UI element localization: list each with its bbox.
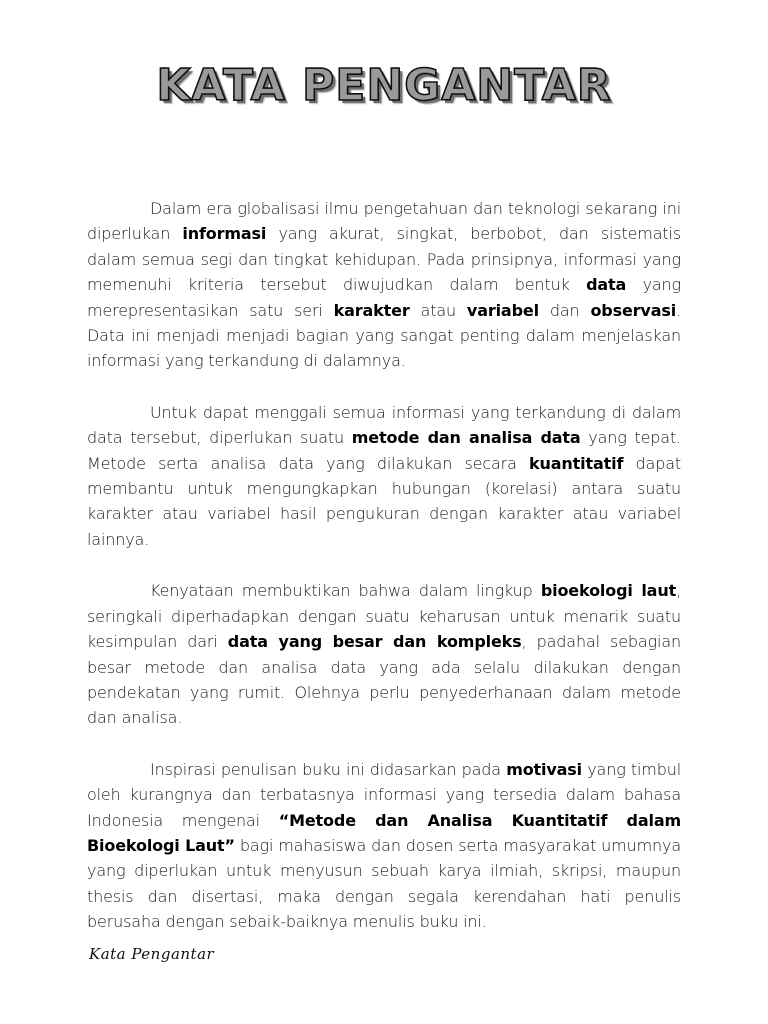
text-run: dapat membantu untuk mengungkapkan hubungan (korelasi) antara suatu karakter atau variabel hasil pengukuran dengan karakter atau variabel lainnya.	[87, 453, 681, 549]
bold-term: informasi	[182, 224, 267, 244]
bold-term: data yang besar dan kompleks	[227, 632, 522, 652]
bold-term: metode dan analisa data	[351, 428, 581, 448]
text-run: Kenyataan membuktikan bahwa dalam lingkup	[150, 581, 541, 601]
bold-term: “Metode dan Analisa Kuantitatif dalam Bioekologi Laut”	[87, 810, 681, 855]
text-run: yang tepat. Metode serta analisa data yang dilakukan secara	[87, 428, 681, 473]
body-text	[87, 196, 681, 961]
paragraph	[87, 196, 681, 374]
bold-term: motivasi	[506, 759, 583, 779]
footer-label: Kata Pengantar	[89, 945, 215, 963]
bold-term: variabel	[466, 300, 539, 320]
text-run: yang timbul oleh kurangnya dan terbatasnya informasi yang tersedia dalam bahasa Indonesia mengenai	[87, 759, 682, 830]
text-run: atau	[409, 300, 467, 320]
bold-term: observasi	[590, 300, 677, 320]
text-run: yang akurat, singkat, berbobot, dan sistematis dalam semua segi dan tingkat kehidupan. Pada prinsipnya, informasi yang memenuhi kriteria tersebut diwujudkan dalam bentuk	[87, 224, 681, 295]
text-run: . Data ini menjadi menjadi bagian yang sangat penting dalam menjelaskan informasi yang terkandung di dalamnya.	[87, 300, 681, 371]
bold-term: karakter	[333, 300, 410, 320]
text-run: , padahal sebagian besar metode dan analisa data yang ada selalu dilakukan dengan pendekatan yang rumit. Olehnya perlu penyederhanaan dalam metode dan analisa.	[87, 632, 681, 728]
page-title: KATA PENGANTAR	[156, 60, 612, 111]
text-run: Untuk dapat menggali semua informasi yang terkandung di dalam data tersebut, diperlukan suatu	[87, 402, 681, 448]
text-run: yang merepresentasikan satu seri	[87, 275, 682, 320]
text-run: Inspirasi penulisan buku ini didasarkan pada	[150, 759, 507, 779]
bold-term: kuantitatif	[529, 453, 624, 473]
text-run: bagi mahasiswa dan dosen serta masyarakat umumnya yang diperlukan untuk menyusun sebuah karya ilmiah, skripsi, maupun thesis dan disertasi, maka dengan segala kerendahan hati penulis berusaha dengan sebaik-baiknya menulis buku ini.	[87, 835, 681, 932]
paragraph	[87, 757, 681, 935]
text-run: , seringkali diperhadapkan dengan suatu keharusan untuk menarik suatu kesimpulan dari	[87, 581, 682, 652]
bold-term: data	[586, 275, 627, 295]
paragraph	[87, 578, 681, 730]
text-run: dan	[538, 300, 591, 320]
bold-term: bioekologi laut	[540, 581, 677, 601]
paragraph	[87, 400, 681, 552]
text-run: Dalam era globalisasi ilmu pengetahuan dan teknologi sekarang ini diperlukan	[87, 199, 681, 244]
